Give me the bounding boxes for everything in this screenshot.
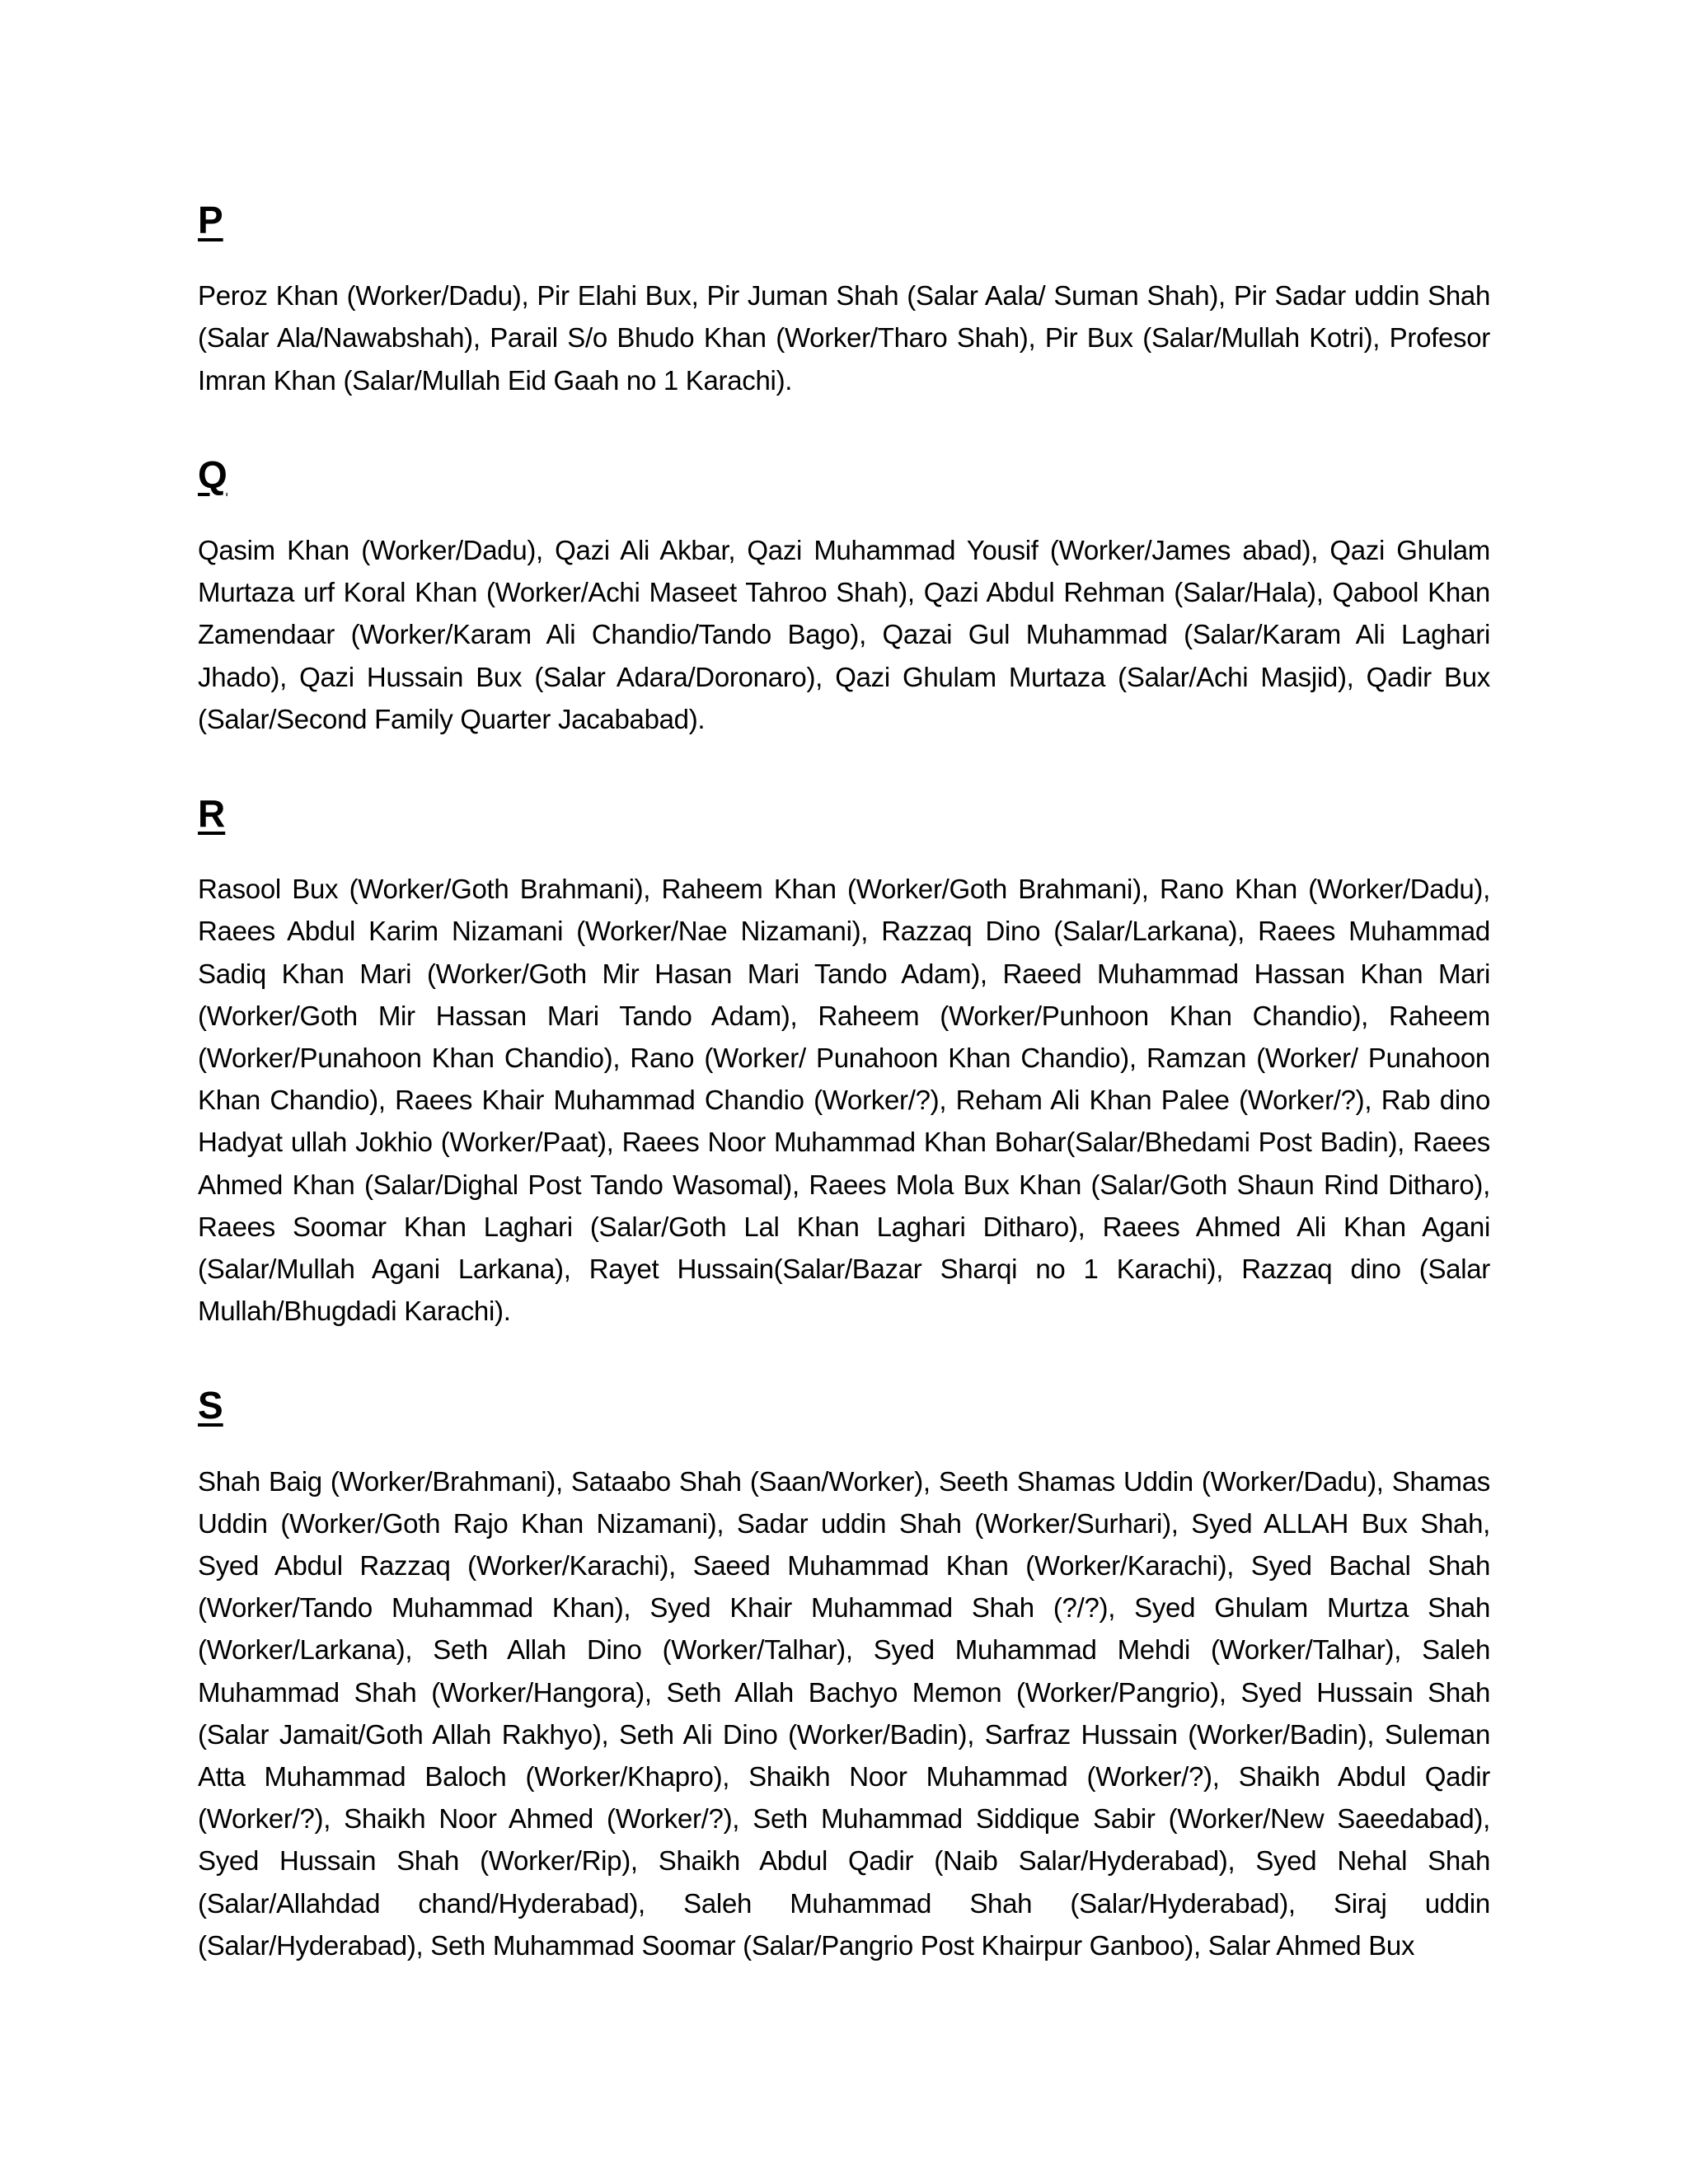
section-heading-p: P: [198, 199, 223, 241]
section-q: [198, 452, 1490, 740]
section-heading-q: Q: [198, 452, 227, 496]
section-r: [198, 791, 1490, 1332]
section-heading-r: R: [198, 792, 226, 835]
section-heading-s: S: [198, 1384, 223, 1427]
section-text-q: Qasim Khan (Worker/Dadu), Qazi Ali Akbar, Qazi Muhammad Yousif (Worker/James abad), Qazi Ghulam Murtaza urf Koral Khan (Worker/Achi Maseet Tahroo Shah), Qazi Abdul Rehman (Salar/Hala), Qabool Khan Zamendaar (Worker/Karam Ali Chandio/Tando Bago), Qazai Gul Muhammad (Salar/Karam Ali Laghari Jhado), Qazi Hussain Bux (Salar Adara/Doronaro), Qazi Ghulam Murtaza (Salar/Achi Masjid), Qadir Bux (Salar/Second Family Quarter Jacababad).: [198, 534, 1490, 734]
section-p: [198, 198, 1490, 401]
section-text-p: Peroz Khan (Worker/Dadu), Pir Elahi Bux, Pir Juman Shah (Salar Aala/ Suman Shah), Pir Sadar uddin Shah (Salar Ala/Nawabshah), Parail S/o Bhudo Khan (Worker/Tharo Shah), Pir Bux (Salar/Mullah Kotri), Profesor Imran Khan (Salar/Mullah Eid Gaah no 1 Karachi).: [198, 280, 1490, 396]
document-page: [198, 198, 1490, 2018]
section-s: [198, 1383, 1490, 1966]
section-text-r: Rasool Bux (Worker/Goth Brahmani), Raheem Khan (Worker/Goth Brahmani), Rano Khan (Worker/Dadu), Raees Abdul Karim Nizamani (Worker/Nae Nizamani), Razzaq Dino (Salar/Larkana), Raees Muhammad Sadiq Khan Mari (Worker/Goth Mir Hasan Mari Tando Adam), Raeed Muhammad Hassan Khan Mari (Worker/Goth Mir Hassan Mari Tando Adam), Raheem (Worker/Punhoon Khan Chandio), Raheem (Worker/Punahoon Khan Chandio), Rano (Worker/ Punahoon Khan Chandio), Ramzan (Worker/ Punahoon Khan Chandio), Raees Khair Muhammad Chandio (Worker/?), Reham Ali Khan Palee (Worker/?), Rab dino Hadyat ullah Jokhio (Worker/Paat), Raees Noor Muhammad Khan Bohar(Salar/Bhedami Post Badin), Raees Ahmed Khan (Salar/Dighal Post Tando Wasomal), Raees Mola Bux Khan (Salar/Goth Shaun Rind Ditharo), Raees Soomar Khan Laghari (Salar/Goth Lal Khan Laghari Ditharo), Raees Ahmed Ali Khan Agani (Salar/Mullah Agani Larkana), Rayet Hussain(Salar/Bazar Sharqi no 1 Karachi), Razzaq dino (Salar Mullah/Bhugdadi Karachi).: [198, 874, 1490, 1327]
section-text-s: Shah Baig (Worker/Brahmani), Sataabo Shah (Saan/Worker), Seeth Shamas Uddin (Worker/Dadu), Shamas Uddin (Worker/Goth Rajo Khan Nizamani), Sadar uddin Shah (Worker/Surhari), Syed ALLAH Bux Shah, Syed Abdul Razzaq (Worker/Karachi), Saeed Muhammad Khan (Worker/Karachi), Syed Bachal Shah (Worker/Tando Muhammad Khan), Syed Khair Muhammad Shah (?/?), Syed Ghulam Murtza Shah (Worker/Larkana), Seth Allah Dino (Worker/Talhar), Syed Muhammad Mehdi (Worker/Talhar), Saleh Muhammad Shah (Worker/Hangora), Seth Allah Bachyo Memon (Worker/Pangrio), Syed Hussain Shah (Salar Jamait/Goth Allah Rakhyo), Seth Ali Dino (Worker/Badin), Sarfraz Hussain (Worker/Badin), Suleman Atta Muhammad Baloch (Worker/Khapro), Shaikh Noor Muhammad (Worker/?), Shaikh Abdul Qadir (Worker/?), Shaikh Noor Ahmed (Worker/?), Seth Muhammad Siddique Sabir (Worker/New Saeedabad), Syed Hussain Shah (Worker/Rip), Shaikh Abdul Qadir (Naib Salar/Hyderabad), Syed Nehal Shah (Salar/Allahdad chand/Hyderabad), Saleh Muhammad Shah (Salar/Hyderabad), Siraj uddin (Salar/Hyderabad), Seth Muhammad Soomar (Salar/Pangrio Post Khairpur Ganboo), Salar Ahmed Bux: [198, 1465, 1490, 1961]
